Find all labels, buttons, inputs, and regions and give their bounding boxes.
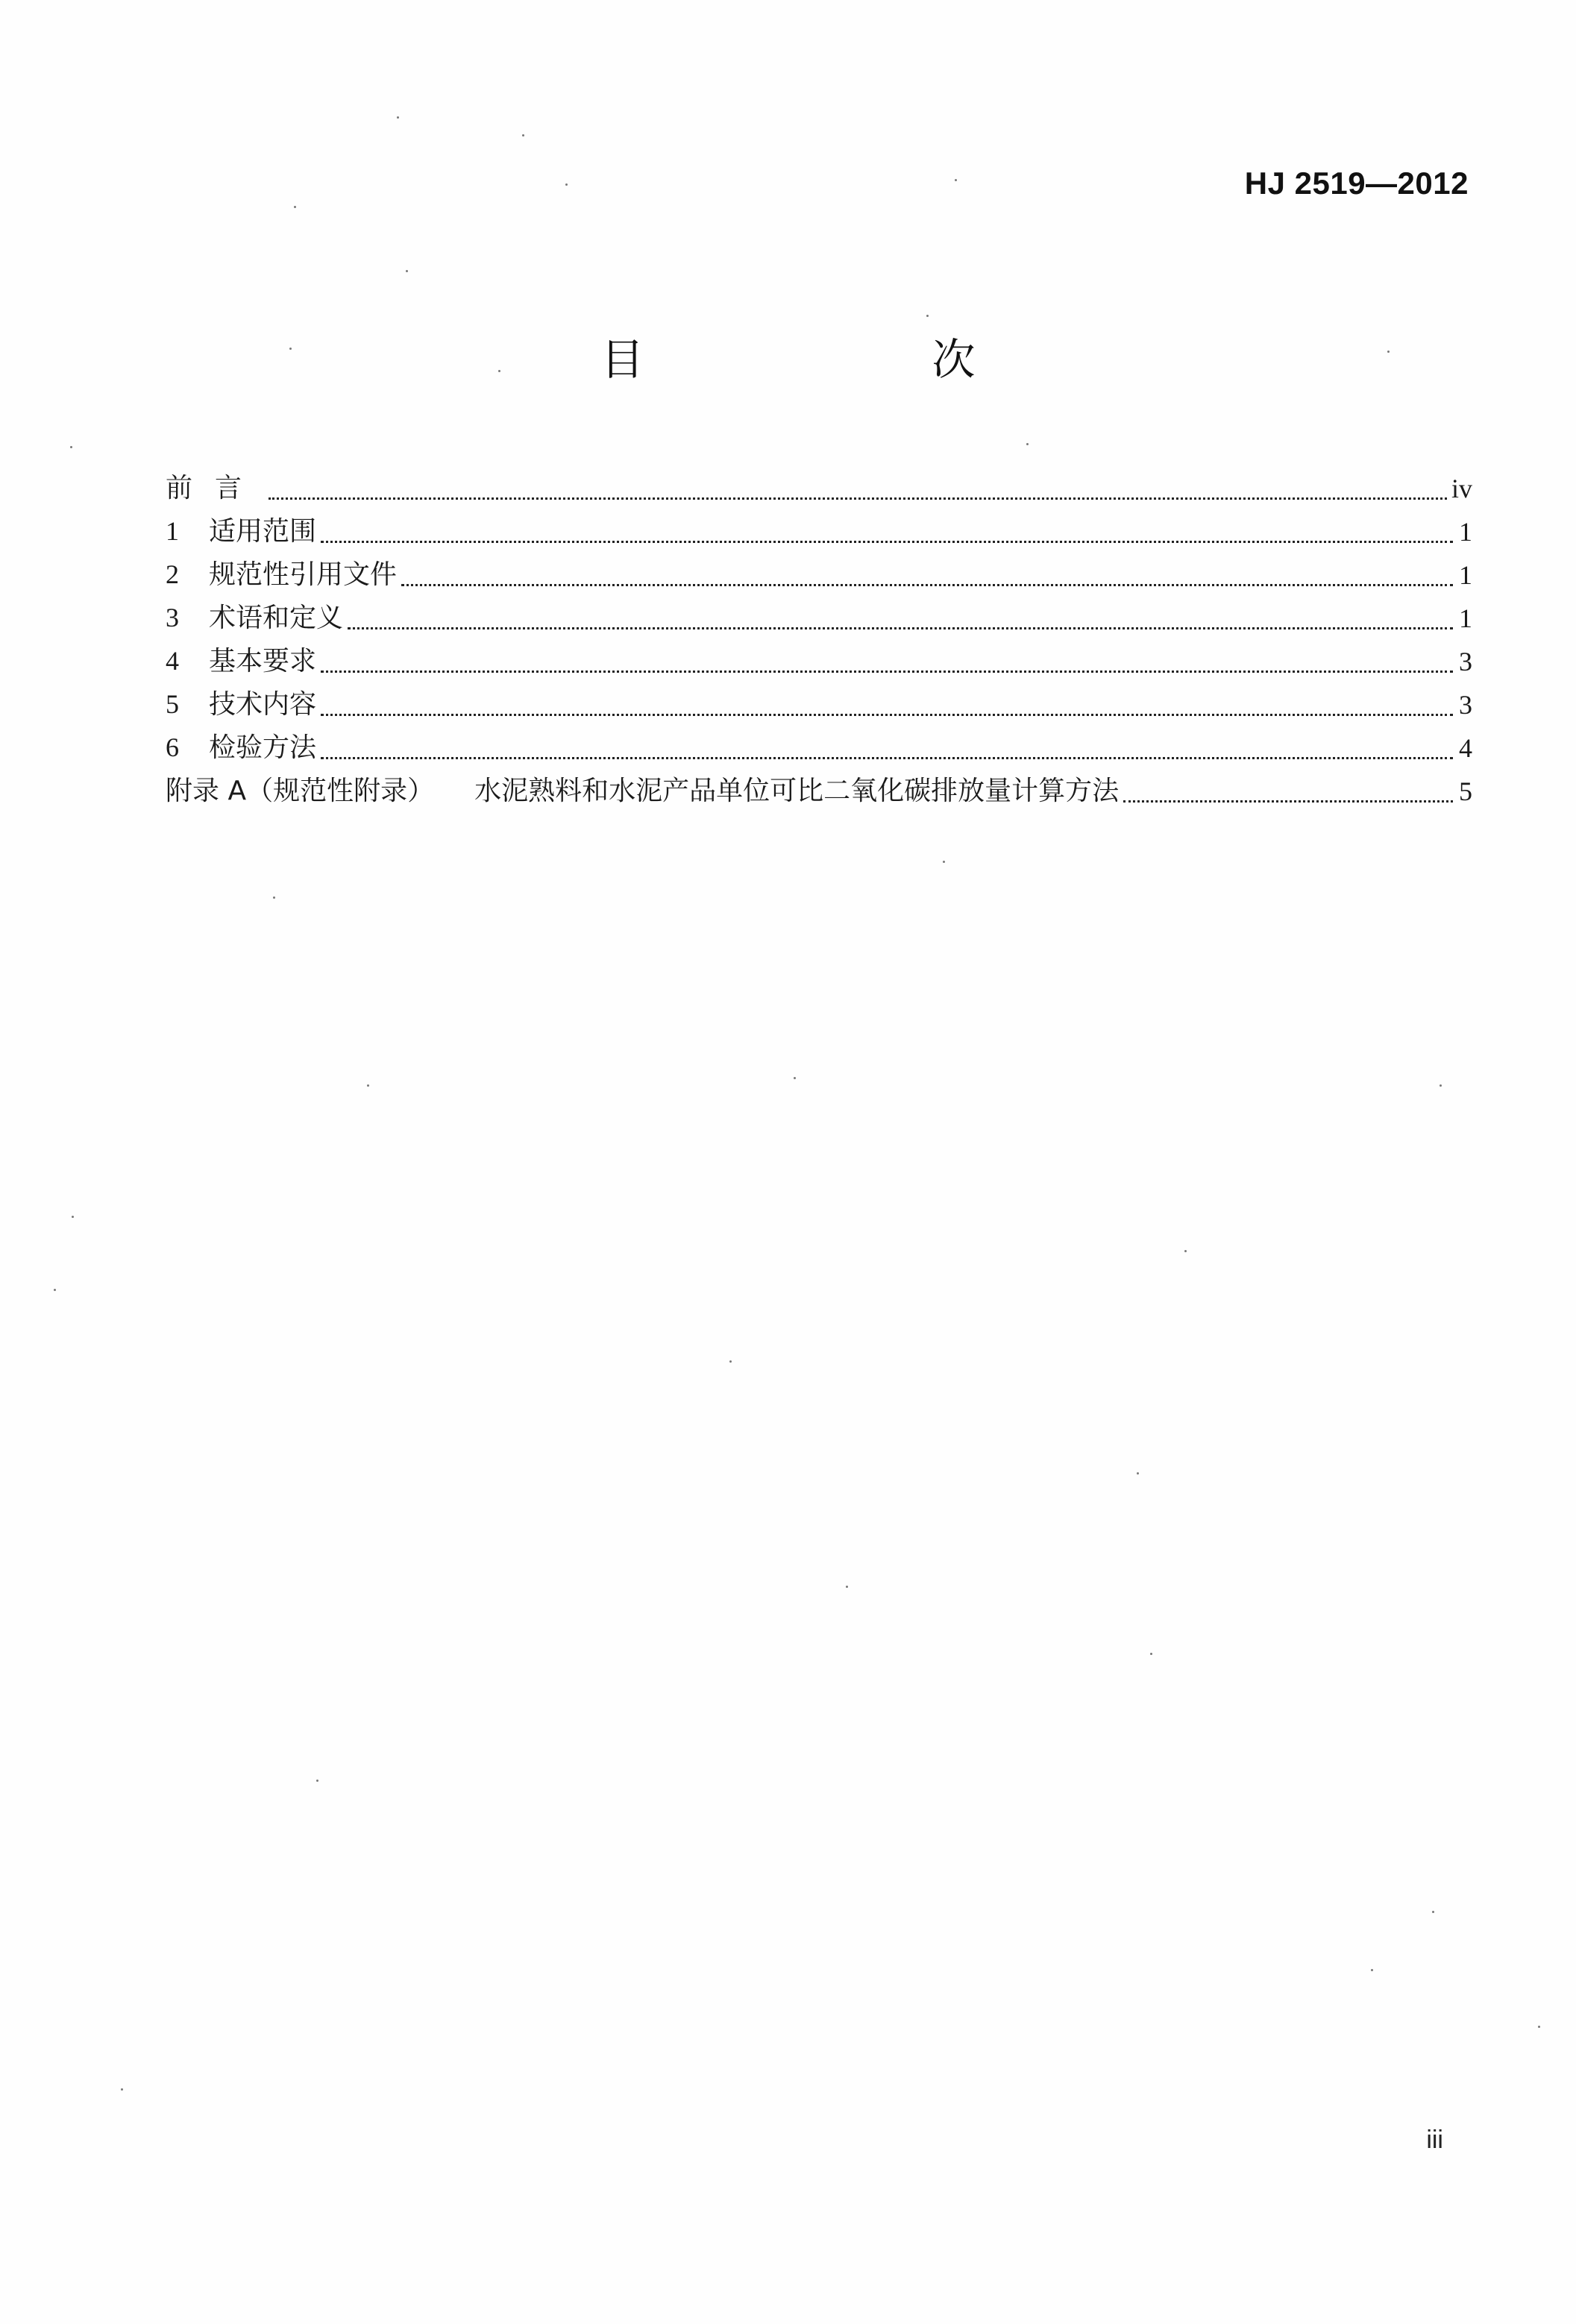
toc-entry-text: 技术内容 <box>209 689 317 720</box>
scan-speck <box>522 134 524 136</box>
toc-entry-6[interactable] <box>166 726 1472 770</box>
scan-speck <box>1538 2026 1540 2028</box>
toc-dot-leader <box>348 627 1453 629</box>
toc-entry-page: iv <box>1451 474 1472 503</box>
scan-speck <box>54 1289 56 1291</box>
toc-entry-label <box>166 682 316 726</box>
scan-speck <box>294 206 296 208</box>
scan-speck <box>1440 1084 1442 1087</box>
scan-speck <box>1137 1472 1139 1475</box>
toc-entry-text: 适用范围 <box>209 516 317 547</box>
toc-entry-number: 1 <box>166 516 179 546</box>
scan-speck <box>846 1586 848 1588</box>
scan-speck <box>397 116 399 119</box>
scan-speck <box>72 1216 74 1218</box>
scan-speck <box>121 2088 123 2091</box>
scan-speck <box>1150 1653 1152 1655</box>
toc-entry-preface[interactable] <box>166 467 1472 510</box>
toc-entry-3[interactable] <box>166 597 1472 640</box>
toc-entry-page: 3 <box>1459 647 1472 676</box>
toc-entry-page: 1 <box>1459 560 1472 590</box>
toc-dot-leader <box>401 584 1453 586</box>
toc-entry-1[interactable] <box>166 510 1472 553</box>
toc-dot-leader <box>1123 800 1453 803</box>
toc-entry-text: 基本要求 <box>209 646 317 676</box>
toc-dot-leader <box>321 757 1453 759</box>
toc-dot-leader <box>321 670 1453 673</box>
toc-entry-text: 术语和定义 <box>209 603 344 633</box>
toc-entry-label <box>166 770 1119 813</box>
scan-speck <box>1432 1911 1434 1913</box>
toc-entry-number: 5 <box>166 689 179 719</box>
scan-speck <box>794 1077 796 1079</box>
scan-speck <box>729 1360 732 1363</box>
toc-entry-5[interactable] <box>166 683 1472 726</box>
standard-code: HJ 2519—2012 <box>1244 166 1469 201</box>
toc-entry-label <box>166 509 316 553</box>
toc-dot-leader <box>269 497 1447 500</box>
toc-entry-number: 3 <box>166 603 179 632</box>
scan-speck <box>955 179 957 181</box>
scan-speck <box>943 861 945 863</box>
scan-speck <box>565 183 568 186</box>
page-number: iii <box>1426 2126 1443 2154</box>
scan-speck <box>367 1084 369 1087</box>
scan-speck <box>1026 443 1029 445</box>
scan-speck <box>406 270 408 272</box>
toc-entry-number: 4 <box>166 646 179 676</box>
toc-entry-label: 前言 <box>166 473 265 503</box>
table-of-contents <box>166 467 1472 813</box>
scan-speck <box>1387 351 1390 353</box>
scan-speck <box>289 348 292 350</box>
toc-dot-leader <box>321 541 1453 543</box>
toc-entry-page: 5 <box>1459 776 1472 806</box>
toc-entry-label <box>166 553 397 597</box>
toc-entry-number: 6 <box>166 732 179 762</box>
toc-entry-4[interactable] <box>166 640 1472 683</box>
toc-entry-text: 水泥熟料和水泥产品单位可比二氧化碳排放量计算方法 <box>474 776 1120 806</box>
toc-entry-label <box>166 596 343 640</box>
scan-speck <box>273 896 275 899</box>
toc-entry-number: 2 <box>166 559 179 589</box>
toc-entry-page: 3 <box>1459 690 1472 720</box>
toc-entry-page: 1 <box>1459 603 1472 633</box>
toc-entry-page: 1 <box>1459 517 1472 547</box>
toc-entry-page: 4 <box>1459 733 1472 763</box>
toc-entry-label <box>166 726 316 770</box>
scan-speck <box>498 370 500 372</box>
toc-entry-annex-a[interactable] <box>166 770 1472 813</box>
toc-entry-label <box>166 639 316 683</box>
annex-label: 附录 A（规范性附录） <box>166 776 435 806</box>
toc-entry-text: 检验方法 <box>209 732 317 763</box>
scan-speck <box>70 446 72 448</box>
scan-speck <box>1371 1969 1373 1971</box>
scan-speck <box>1184 1250 1187 1252</box>
toc-entry-2[interactable] <box>166 553 1472 597</box>
toc-title: 目 次 <box>600 334 1043 385</box>
toc-dot-leader <box>321 714 1453 716</box>
scan-speck <box>926 315 929 317</box>
toc-entry-text: 规范性引用文件 <box>209 559 398 590</box>
scan-speck <box>316 1780 318 1782</box>
